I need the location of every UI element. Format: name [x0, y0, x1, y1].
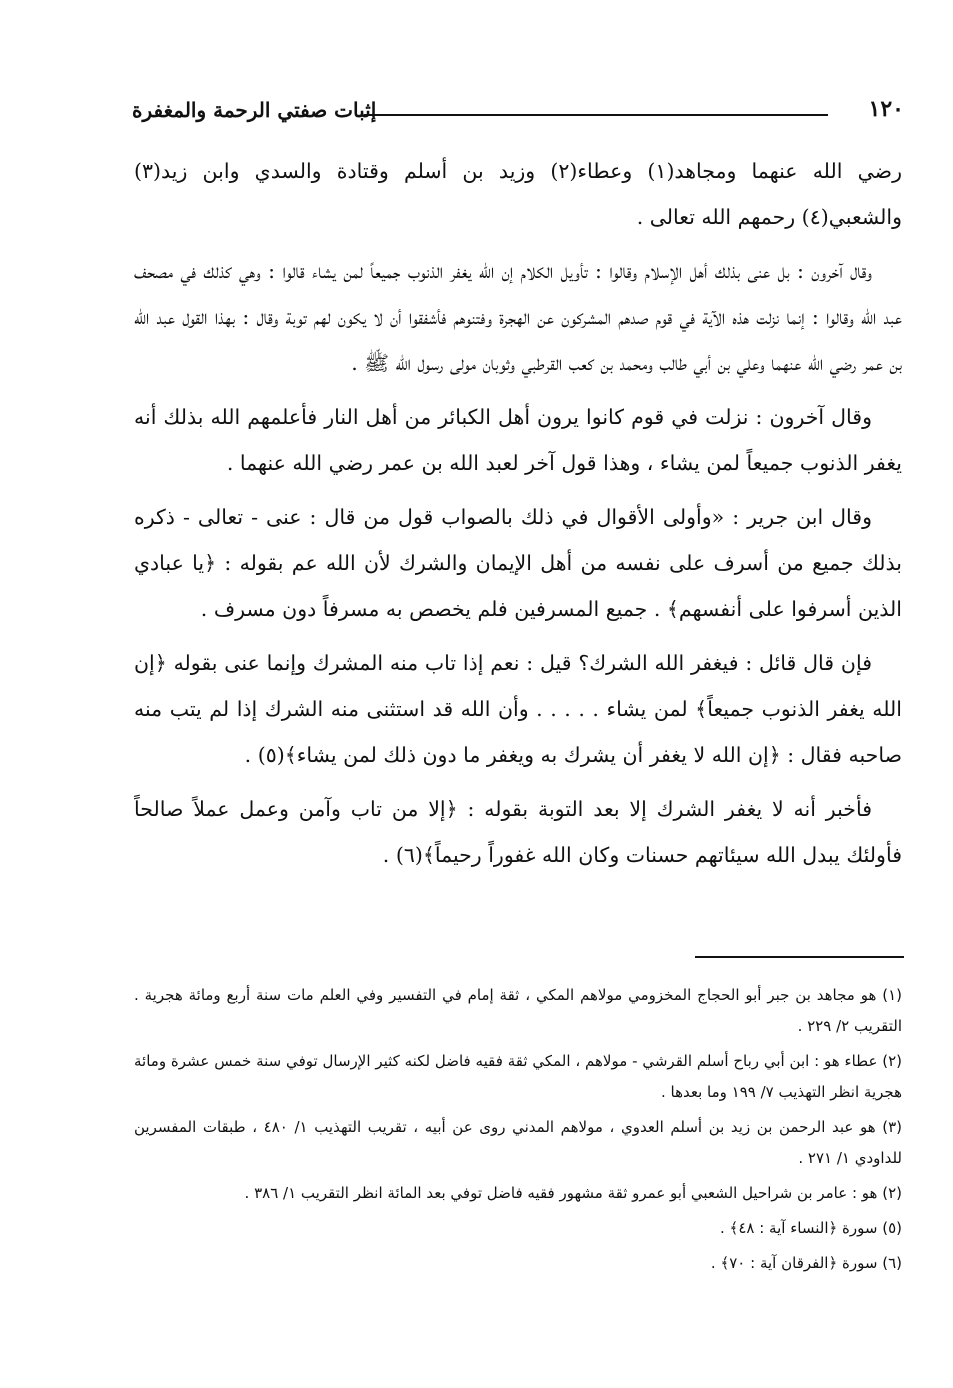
paragraph: وقال آخرون : نزلت في قوم كانوا يرون أهل الكبائر من أهل النار فأعلمهم الله بذلك أنه يغفر الذنوب جميعاً لمن يشاء ، وهذا قول آخر لعبد الله بن عمر رضي الله عنهما . — [134, 405, 902, 475]
running-title: إثبات صفتي الرحمة والمغفرة — [132, 98, 377, 122]
footnote: (٦) سورة ﴿الفرقان آية : ٧٠﴾ . — [710, 1254, 902, 1272]
page-header — [132, 96, 904, 130]
header-rule — [364, 114, 828, 116]
footnote: (١) هو مجاهد بن جبر أبو الحجاج المخزومي مولاهم المكي ، ثقة إمام في التفسير وفي العلم مات سنة أربع ومائة هجرية . التقريب ٢/ ٢٢٩ . — [134, 986, 902, 1035]
page-number: ١٢٠ — [868, 96, 904, 122]
footnote: (٢) عطاء هو : ابن أبي رباح أسلم القرشي - مولاهم ، المكي ثقة فقيه فاضل لكنه كثير الإرسال توفي سنة خمس عشرة ومائة هجرية انظر التهذيب ٧/ ١٩٩ وما بعدها . — [134, 1052, 902, 1101]
main-text — [134, 148, 902, 878]
paragraph: فأخبر أنه لا يغفر الشرك إلا بعد التوبة بقوله : ﴿إلا من تاب وآمن وعمل عملاً صالحاً فأولئك يبدل الله سيئاتهم حسنات وكان الله غفوراً رحيماً﴾(٦) . — [134, 797, 902, 867]
footnote: (٢) هو : عامر بن شراحيل الشعبي أبو عمرو ثقة مشهور فقيه فاضل توفي بعد المائة انظر التقريب ١/ ٣٨٦ . — [244, 1184, 902, 1202]
footnote: (٣) هو عبد الرحمن بن زيد بن أسلم العدوي ، مولاهم المدني روى عن أبيه ، تقريب التهذيب ١/ ٤٨٠ ، طبقات المفسرين للداودي ١/ ٢٧١ . — [134, 1118, 903, 1167]
paragraph: وقال ابن جرير : «وأولى الأقوال في ذلك بالصواب قول من قال : عنى - تعالى - ذكره بذلك جميع من أسرف على نفسه من أهل الإيمان والشرك لأن الله عم بقوله : ﴿يا عبادي الذين أسرفوا على أنفسهم﴾ . جميع المسرفين فلم يخصص به مسرفاً دون مسرف . — [134, 505, 902, 621]
footnote-separator — [695, 956, 904, 958]
footnote: (٥) سورة ﴿النساء آية : ٤٨﴾ . — [720, 1219, 902, 1237]
paragraph: فإن قال قائل : فيغفر الله الشرك؟ قيل : نعم إذا تاب منه المشرك وإنما عنى بقوله ﴿إن الله يغفر الذنوب جميعاً﴾ لمن يشاء . . . . . وأن الله قد استثنى منه الشرك إذا لم يتب منه صاحبه فقال : ﴿إن الله لا يغفر أن يشرك به ويغفر ما دون ذلك لمن يشاء﴾(٥) . — [134, 651, 902, 767]
footnotes — [134, 980, 902, 1283]
paragraph: وقال آخرون : بل عنى بذلك أهل الإسلام وقالوا : تأويل الكلام إن الله يغفر الذنوب جميعاً لمن يشاء قالوا : وهي كذلك في مصحف عبد الله وقالوا : إنما نزلت هذه الآية في قوم صدهم المشركون عن الهجرة وفتنوهم فأشفقوا أن لا يكون لهم توبة وقال : بهذا القول عبد الله بن عمر رضي الله عنهما وعلي بن أبي طالب ومحمد بن كعب القرطبي وثوبان مولى رسول الله ﷺ . — [134, 259, 902, 375]
paragraph: رضي الله عنهما ومجاهد(١) وعطاء(٢) وزيد بن أسلم وقتادة والسدي وابن زيد(٣) والشعبي(٤) رحمهم الله تعالى . — [134, 159, 902, 229]
